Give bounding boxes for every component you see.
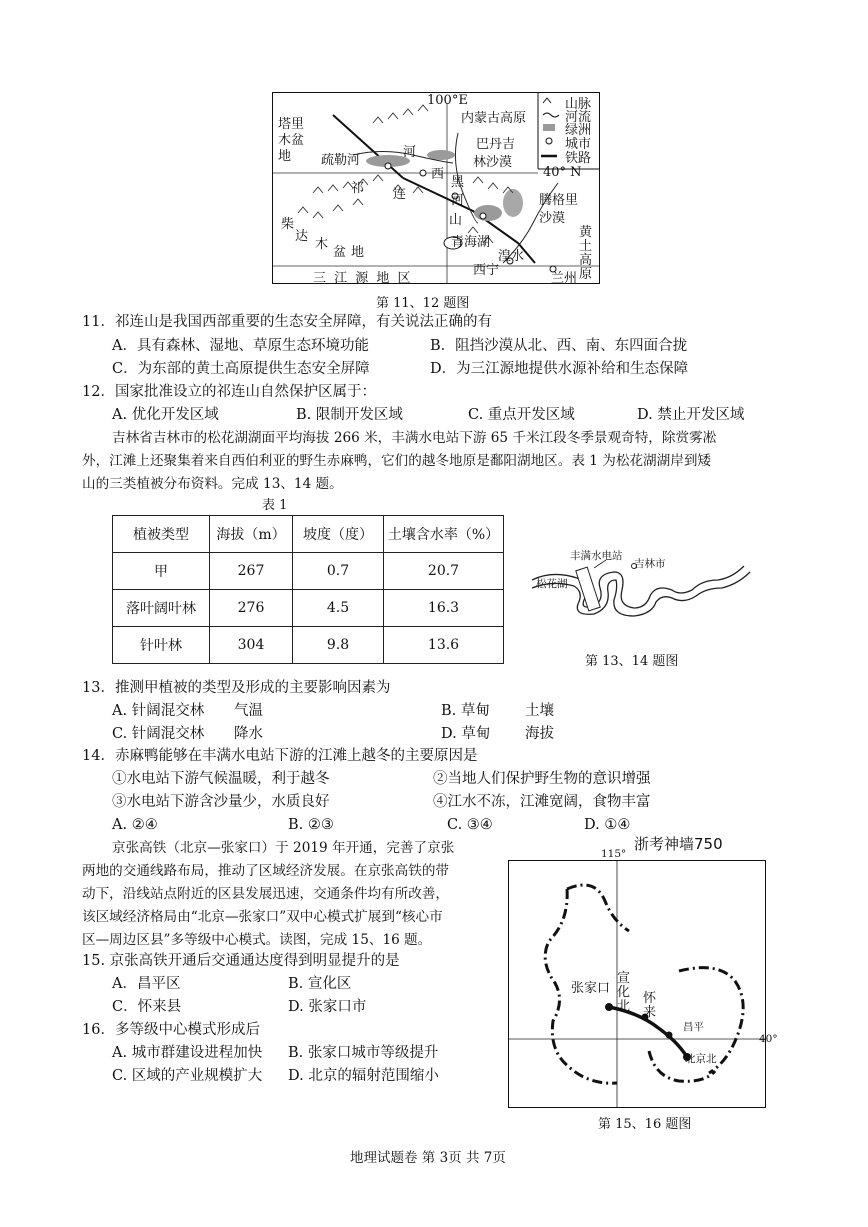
table-row	[113, 590, 504, 627]
sanjiangyuan-label: 三 江 源 地 区	[313, 271, 413, 286]
passage2-line2: 外，江滩上还聚集着来自西伯利亚的野生赤麻鸭，它们的越冬地原是鄱阳湖地区。表 1 为松花湖湖岸到矮	[82, 453, 712, 469]
qinghaihu-label: 青海湖	[451, 235, 491, 250]
table-cell: 276	[210, 590, 293, 627]
page-footer: 地理试题卷 第 3页 共 7页	[350, 1150, 506, 1166]
table-header-cell: 土壤含水率（%）	[384, 516, 504, 553]
q12-option-d[interactable]: D. 禁止开发区域	[637, 407, 745, 423]
jingzhang-map-drawing	[509, 861, 765, 1107]
q13-d-type: D. 草甸	[441, 726, 491, 742]
q12-option-b[interactable]: B. 限制开发区域	[296, 407, 403, 423]
table-cell: 甲	[113, 553, 210, 590]
q13-option-c[interactable]	[112, 724, 263, 744]
q13-a-type: A. 针阔混交林	[112, 703, 205, 719]
passage2-line3: 山的三类植被分布资料。完成 13、14 题。	[82, 476, 343, 492]
beijingbei-label: 北京北	[685, 1053, 717, 1065]
passage2-line1: 吉林省吉林市的松花湖湖面平均海拔 266 米，丰满水电站下游 65 千米江段冬季景观奇特，除赏雾凇	[112, 430, 717, 446]
legend-oasis: 绿洲	[565, 123, 592, 138]
lon-115-label: 115°	[601, 848, 627, 860]
q15-option-a[interactable]: A．昌平区	[112, 976, 181, 992]
table-cell: 304	[210, 627, 293, 664]
q13-option-a[interactable]	[112, 701, 263, 721]
q14-option-a[interactable]: A. ②④	[112, 817, 158, 833]
table-cell: 267	[210, 553, 293, 590]
q12-stem: 12．国家批准设立的祁连山自然保护区属于：	[82, 384, 376, 400]
q14-option-b[interactable]: B. ②③	[288, 817, 334, 833]
qilian-map	[272, 92, 600, 284]
chaidamu-label-1: 柴	[281, 217, 295, 232]
passage3-line5: 区—周边区县”多等级中心模式。读图，完成 15、16 题。	[82, 932, 432, 948]
qilian-label-2: 连	[393, 187, 407, 202]
passage3-line2: 两地的交通线路布局，推动了区域经济发展。在京张高铁的带	[82, 863, 450, 879]
huangshui-label: 湟水	[498, 249, 525, 264]
legend-city: 城市	[565, 137, 592, 152]
qilian-map-drawing	[273, 93, 599, 283]
passage3-line3: 动下，沿线站点附近的区县发展迅速，交通条件均有所改善，	[82, 886, 450, 902]
q13-b-factor: 土壤	[525, 703, 554, 719]
neimeng-label: 内蒙古高原	[461, 111, 527, 126]
q13-a-factor: 气温	[234, 703, 263, 719]
songhua-map	[522, 550, 762, 630]
xuanhua-label-2: 化	[617, 985, 631, 1000]
table-cell: 针叶林	[113, 627, 210, 664]
legend-river: 河流	[565, 110, 592, 125]
q16-option-d[interactable]: D. 北京的辐射范围缩小	[288, 1068, 439, 1084]
q16-option-a[interactable]: A. 城市群建设进程加快	[112, 1045, 263, 1061]
q11-option-a[interactable]: A．具有森林、湿地、草原生态环境功能	[112, 338, 369, 354]
lat-40n-label: 40° N	[543, 165, 582, 180]
q13-c-type: C. 针阔混交林	[112, 726, 205, 742]
fengman-station-label: 丰满水电站	[570, 550, 623, 562]
q14-option-d[interactable]: D. ①④	[584, 817, 631, 833]
jilin-city-label: 吉林市	[634, 558, 666, 570]
q12-option-c[interactable]: C. 重点开发区域	[468, 407, 575, 423]
table-row	[113, 553, 504, 590]
q11-option-b[interactable]: B．阻挡沙漠从北、西、南、东四面合拢	[430, 338, 688, 354]
q16-option-b[interactable]: B. 张家口城市等级提升	[288, 1045, 439, 1061]
jingzhang-map	[508, 848, 778, 1108]
songhua-lake-label: 松花湖	[536, 578, 568, 590]
q11-option-c[interactable]: C．为东部的黄土高原提供生态安全屏障	[112, 361, 370, 377]
table-header-row	[113, 516, 504, 553]
table-cell: 20.7	[384, 553, 504, 590]
table-cell: 4.5	[293, 590, 384, 627]
lanzhou-label: 兰州	[551, 271, 578, 286]
xining-label: 西宁	[473, 263, 500, 278]
legend-railway: 铁路	[565, 151, 592, 166]
table-header-cell: 海拔（m）	[210, 516, 293, 553]
q12-option-a[interactable]: A. 优化开发区域	[112, 407, 219, 423]
chaidamu-label-3: 木	[315, 237, 329, 252]
q15-option-b[interactable]: B. 宣化区	[288, 976, 352, 992]
chaidamu-label-4: 盆	[333, 245, 347, 260]
table-row	[113, 627, 504, 664]
q14-statement-3: ③水电站下游含沙量少，水质良好	[112, 794, 330, 810]
qilian-label-1: 祁	[351, 181, 365, 196]
loess-label-2: 土	[579, 239, 593, 254]
q16-stem: 16．多等级中心模式形成后	[82, 1022, 260, 1038]
tengger-label-2: 沙漠	[539, 211, 566, 226]
q11-option-d[interactable]: D．为三江源地提供水源补给和生态保障	[430, 361, 689, 377]
q15-stem: 15. 京张高铁开通后交通通达度得到明显提升的是	[82, 953, 400, 969]
xuanhua-label-3: 北	[617, 999, 631, 1014]
q16-option-c[interactable]: C. 区域的产业规模扩大	[112, 1068, 263, 1084]
table-cell: 0.7	[293, 553, 384, 590]
tarim-label-3: 地	[278, 149, 292, 164]
qilian-label-3: 山	[449, 213, 463, 228]
map1-caption: 第 11、12 题图	[376, 296, 470, 311]
table-header-cell: 植被类型	[113, 516, 210, 553]
xi-label: 西	[431, 167, 445, 182]
q13-option-d[interactable]	[441, 724, 554, 744]
passage3-line4: 该区域经济格局由“北京—张家口”双中心模式扩展到“核心市	[82, 909, 443, 925]
chaidamu-label-5: 地	[351, 245, 365, 260]
vegetation-table	[112, 515, 504, 664]
zhangjiakou-label: 张家口	[571, 981, 611, 996]
lon-100e-label: 100°E	[427, 93, 468, 108]
he-label: 河	[403, 145, 417, 160]
huailai-label-1: 怀	[643, 991, 657, 1006]
q13-b-type: B. 草甸	[441, 703, 490, 719]
q13-c-factor: 降水	[234, 726, 263, 742]
table-cell: 16.3	[384, 590, 504, 627]
tarim-label-1: 塔里	[278, 117, 305, 132]
xuanhua-label-1: 宣	[617, 971, 631, 986]
q13-d-factor: 海拔	[525, 726, 554, 742]
badan-label-1: 巴丹吉	[476, 137, 516, 152]
passage3-line1: 京张高铁（北京—张家口）于 2019 年开通，完善了京张	[112, 840, 455, 856]
q14-stem: 14．赤麻鸭能够在丰满水电站下游的江滩上越冬的主要原因是	[82, 748, 478, 764]
hei-label: 黑	[451, 175, 465, 190]
q14-statement-1: ①水电站下游气候温暖，利于越冬	[112, 771, 330, 787]
q11-stem: 11．祁连山是我国西部重要的生态安全屏障，有关说法正确的有	[82, 314, 492, 330]
loess-label-1: 黄	[579, 225, 593, 240]
lat-40-label: 40°	[759, 1033, 778, 1045]
loess-label-4: 原	[579, 267, 593, 282]
map3-caption: 第 15、16 题图	[598, 1117, 692, 1132]
legend-mountain: 山脉	[565, 97, 592, 112]
tengger-label-1: 腾格里	[539, 193, 579, 208]
table1-title: 表 1	[262, 498, 288, 513]
table-cell: 13.6	[384, 627, 504, 664]
q14-statement-4: ④江水不冻，江滩宽阔，食物丰富	[433, 794, 651, 810]
q13-option-b[interactable]	[441, 701, 554, 721]
watermark-text: 浙考神墙750	[634, 835, 723, 853]
badan-label-2: 林沙漠	[473, 155, 513, 170]
q14-statement-2: ②当地人们保护野生物的意识增强	[433, 771, 651, 787]
huailai-label-2: 来	[643, 1005, 657, 1020]
table-header-cell: 坡度（度）	[293, 516, 384, 553]
q14-option-c[interactable]: C. ③④	[447, 817, 493, 833]
table-cell: 9.8	[293, 627, 384, 664]
shule-river-label: 疏勒河	[321, 153, 361, 168]
q15-option-c[interactable]: C．怀来县	[112, 999, 182, 1015]
table-cell: 落叶阔叶林	[113, 590, 210, 627]
map2-caption: 第 13、14 题图	[585, 654, 679, 669]
tarim-label-2: 木盆	[278, 133, 305, 148]
q15-option-d[interactable]: D. 张家口市	[288, 999, 367, 1015]
loess-label-3: 高	[579, 253, 593, 268]
q13-stem: 13．推测甲植被的类型及形成的主要影响因素为	[82, 680, 391, 696]
changping-label: 昌平	[683, 1021, 704, 1033]
heihe-label: 河	[451, 193, 465, 208]
chaidamu-label-2: 达	[295, 229, 309, 244]
